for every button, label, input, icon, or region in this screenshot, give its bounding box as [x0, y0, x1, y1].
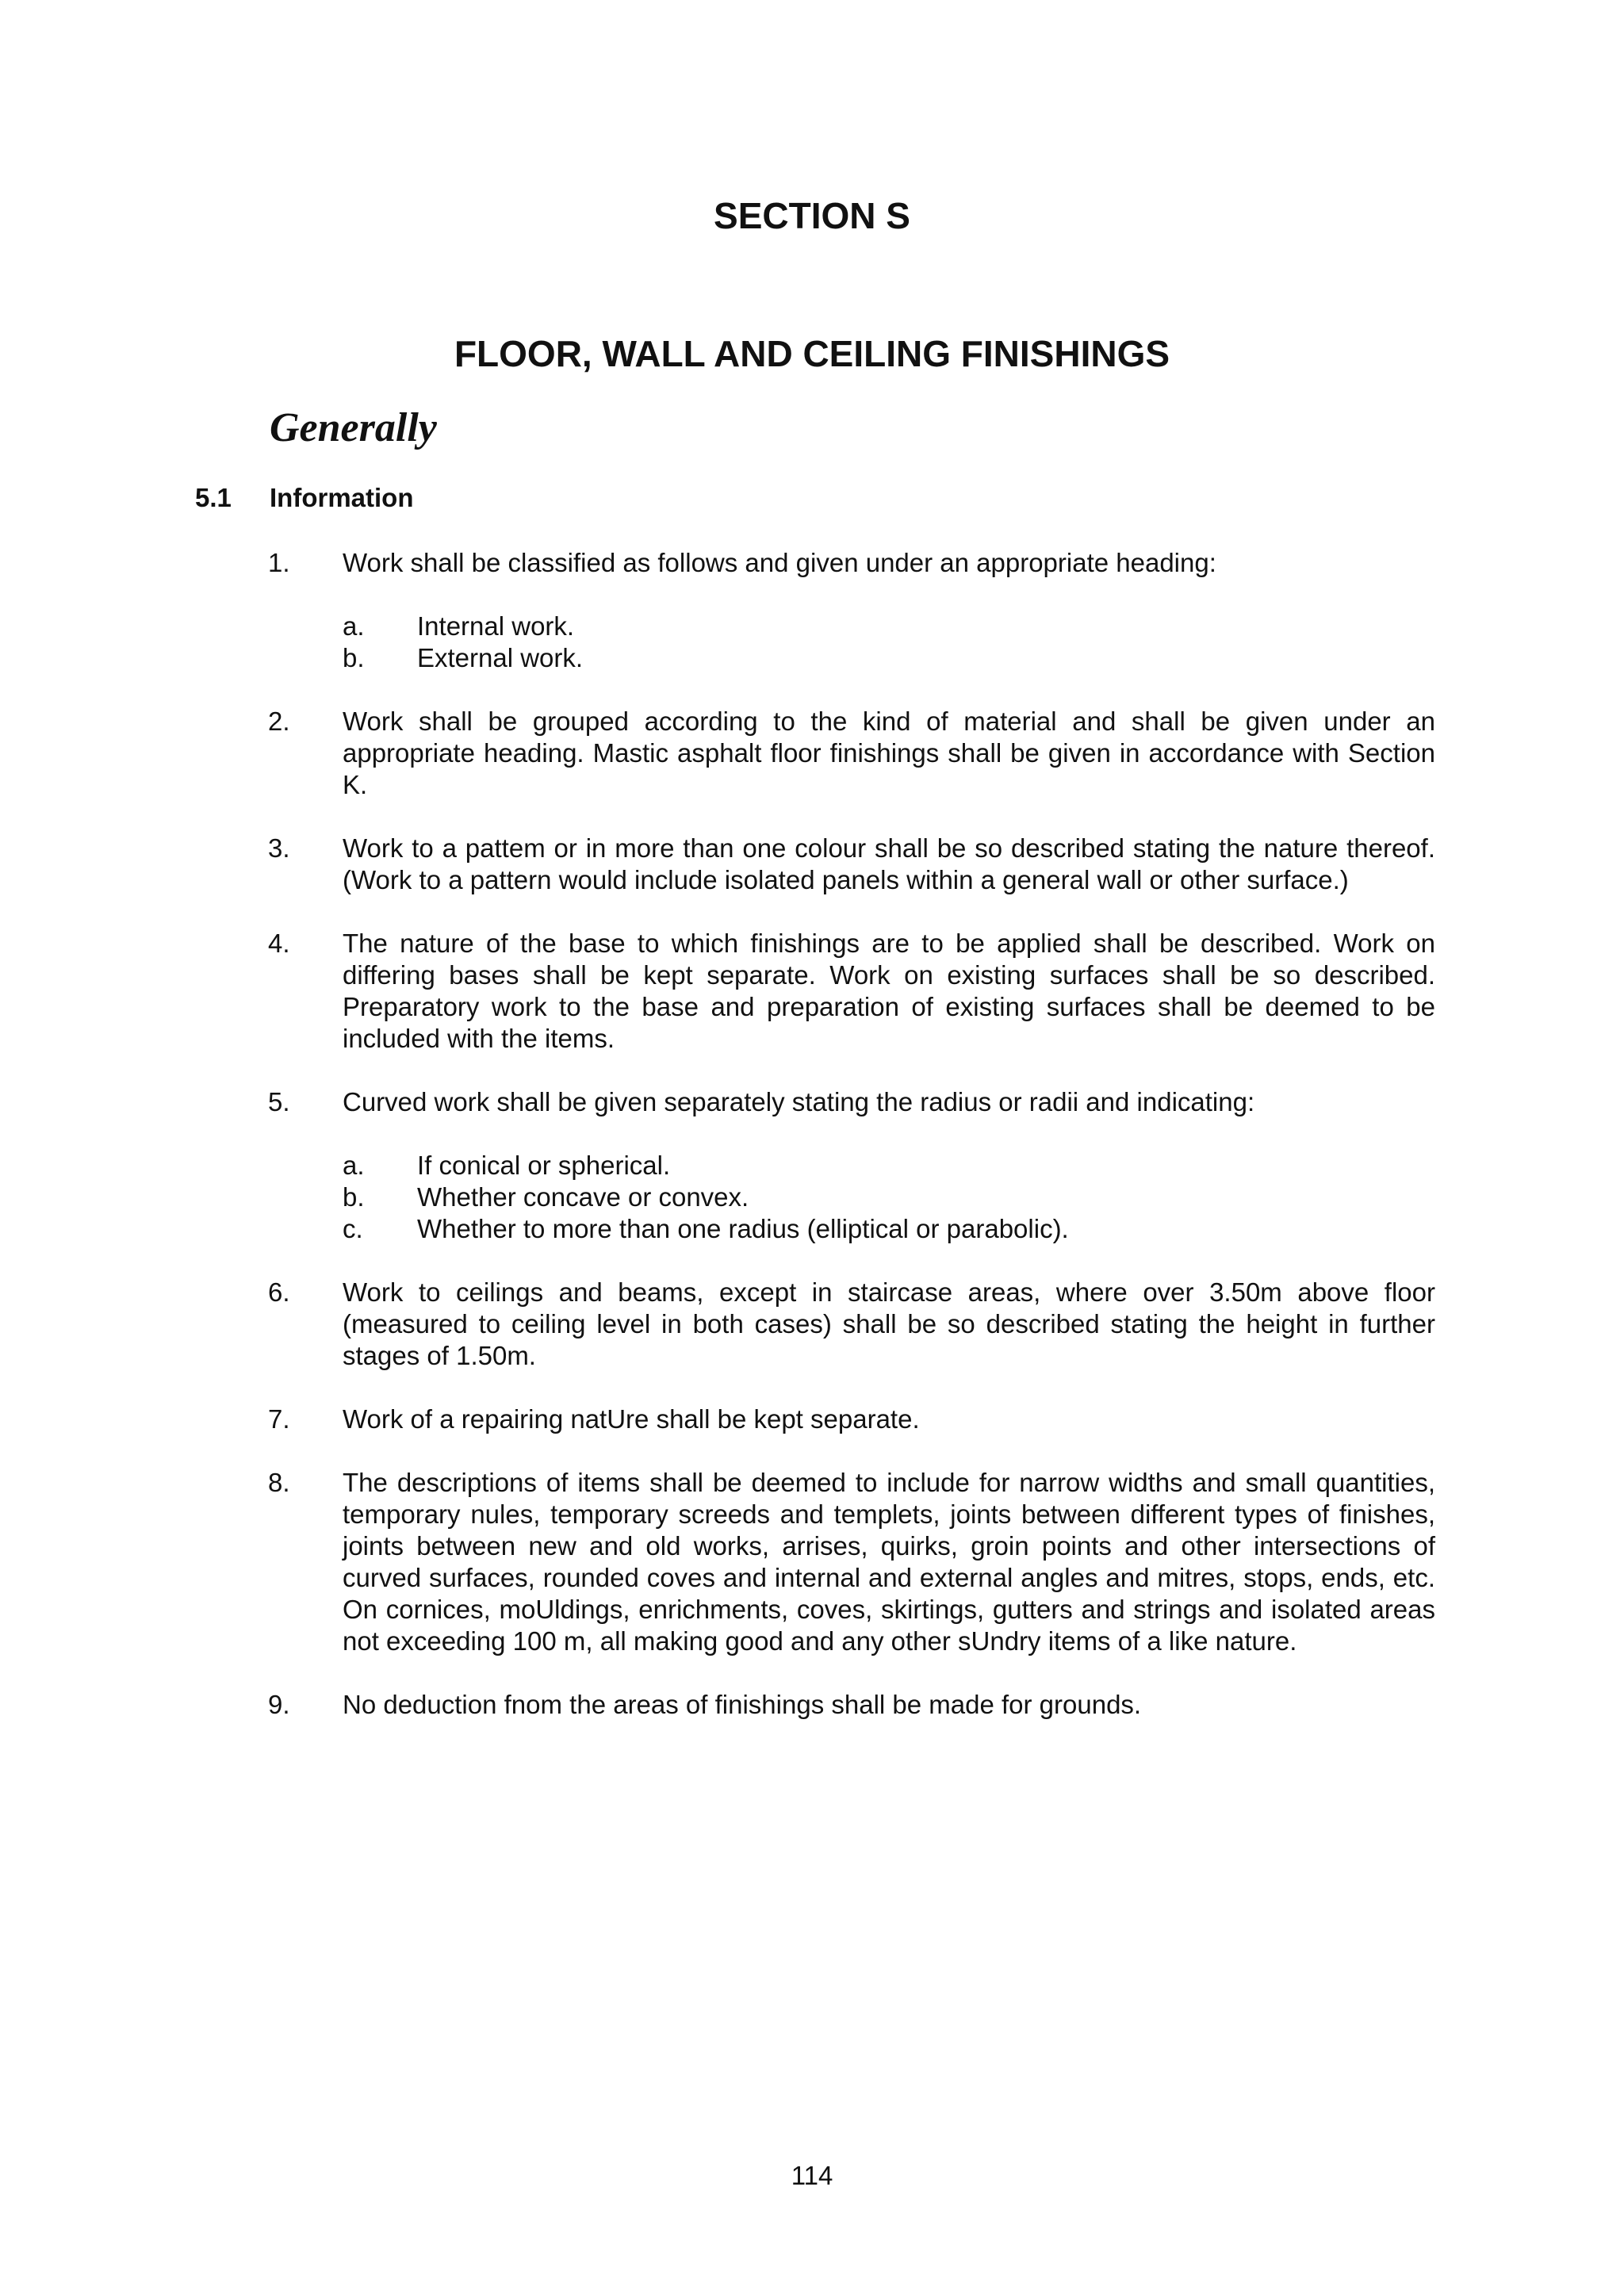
- item-number: 8.: [268, 1468, 290, 1497]
- sub-list-item: [343, 642, 1435, 674]
- list-item: [268, 706, 1435, 801]
- sub-item-text: External work.: [417, 643, 584, 672]
- sub-item-letter: a.: [343, 1151, 365, 1180]
- list-item: [268, 1689, 1435, 1721]
- sub-list-item: [343, 1181, 1435, 1213]
- item-number: 7.: [268, 1404, 290, 1434]
- item-body: [343, 1277, 1435, 1372]
- item-number: 1.: [268, 548, 290, 577]
- list-item: [268, 833, 1435, 896]
- list-item: [268, 1404, 1435, 1435]
- subsection-number: 5.1: [195, 483, 232, 512]
- item-text: No deduction fnom the areas of finishings shall be made for grounds.: [343, 1690, 1142, 1719]
- sub-item-letter: a.: [343, 611, 365, 641]
- list-item: [268, 1086, 1435, 1245]
- information-list: [268, 547, 1435, 1752]
- list-item: [268, 928, 1435, 1055]
- item-body: [343, 1467, 1435, 1657]
- item-body: [343, 706, 1435, 801]
- subsection-heading: [195, 482, 413, 514]
- item-body: [343, 547, 1435, 674]
- item-number: 5.: [268, 1087, 290, 1116]
- sub-list-item: [343, 1213, 1435, 1245]
- item-text: Curved work shall be given separately stating the radius or radii and indicating:: [343, 1087, 1255, 1116]
- sub-item-letter: b.: [343, 643, 365, 672]
- item-text: Work of a repairing natUre shall be kept separate.: [343, 1404, 920, 1434]
- sub-item-letter: b.: [343, 1182, 365, 1212]
- item-text: Work to ceilings and beams, except in staircase areas, where over 3.50m above floor (measured to ceiling level in both cases) shall be so described stating the height in further stages of 1.50m.: [343, 1277, 1435, 1370]
- item-number: 3.: [268, 833, 290, 863]
- item-number: 4.: [268, 929, 290, 958]
- item-number: 2.: [268, 707, 290, 736]
- sub-item-text: If conical or spherical.: [417, 1151, 671, 1180]
- list-item: [268, 1277, 1435, 1372]
- item-text: Work shall be grouped according to the kind of material and shall be given under an appropriate heading. Mastic asphalt floor finishings shall be given in accordance with Section K.: [343, 707, 1435, 799]
- page-number: 114: [791, 2161, 833, 2190]
- list-item: [268, 547, 1435, 674]
- item-text: Work to a pattem or in more than one colour shall be so described stating the nature thereof. (Work to a pattern would include isolated panels within a general wall or other surface.): [343, 833, 1435, 894]
- sub-list-item: [343, 611, 1435, 642]
- sub-item-text: Whether to more than one radius (elliptical or parabolic).: [417, 1214, 1069, 1243]
- item-body: [343, 1404, 1435, 1435]
- sub-item-text: Internal work.: [417, 611, 575, 641]
- sub-list: [343, 1150, 1435, 1245]
- list-item: [268, 1467, 1435, 1657]
- item-text: The descriptions of items shall be deemed to include for narrow widths and small quantities, temporary nules, temporary screeds and templets, joints between different types of finishes, joints between new and old works, arrises, quirks, groin points and other intersections of curved surfaces, rounded coves and internal and external angles and mitres, stops, ends, etc. On cornices, moUldings, enrichments, coves, skirtings, gutters and strings and isolated areas not exceeding 100 m, all making good and any other sUndry items of a like nature.: [343, 1468, 1435, 1656]
- item-text: The nature of the base to which finishings are to be applied shall be described. Work on differing bases shall be kept separate. Work on existing surfaces shall be so described. Preparatory work to the base and preparation of existing surfaces shall be deemed to be included with the items.: [343, 929, 1435, 1053]
- sub-list-item: [343, 1150, 1435, 1181]
- subheading-generally: Generally: [270, 405, 437, 450]
- subsection-title: Information: [270, 483, 414, 512]
- sub-item-text: Whether concave or convex.: [417, 1182, 749, 1212]
- sub-list: [343, 611, 1435, 674]
- item-body: [343, 1689, 1435, 1721]
- main-title: FLOOR, WALL AND CEILING FINISHINGS: [454, 333, 1170, 374]
- item-body: [343, 928, 1435, 1055]
- item-body: [343, 833, 1435, 896]
- sub-item-letter: c.: [343, 1214, 363, 1243]
- item-text: Work shall be classified as follows and given under an appropriate heading:: [343, 548, 1216, 577]
- item-number: 9.: [268, 1690, 290, 1719]
- item-body: [343, 1086, 1435, 1245]
- section-title: SECTION S: [714, 195, 910, 236]
- item-number: 6.: [268, 1277, 290, 1307]
